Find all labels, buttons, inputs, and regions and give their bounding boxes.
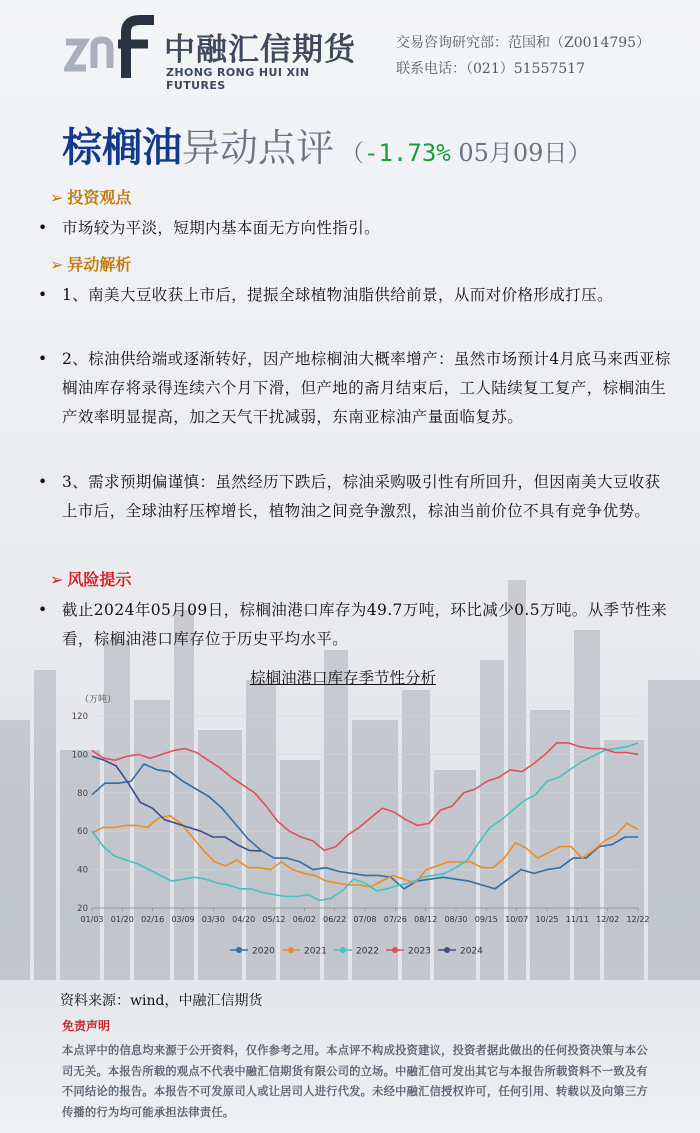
page-title xyxy=(62,116,700,171)
arrow-right-icon: ➢ xyxy=(50,188,64,207)
legend-label-2024: 2024 xyxy=(460,946,483,957)
bullet-icon: • xyxy=(38,473,48,491)
legend-marker-2020 xyxy=(236,947,242,953)
x-tick-label: 11/11 xyxy=(565,915,589,924)
title-date: 05月09日 xyxy=(458,139,568,167)
series-line-2020 xyxy=(92,764,638,889)
x-tick-label: 06/02 xyxy=(292,915,316,924)
title-close-paren: ） xyxy=(567,139,592,167)
bullet-icon: • xyxy=(38,286,48,304)
legend-label-2022: 2022 xyxy=(356,946,379,957)
analysis-item-1: • 1、南美大豆收获上市后，提振全球植物油脂供给前景，从而对价格形成打压。 xyxy=(50,281,672,310)
x-tick-label: 07/26 xyxy=(383,915,407,924)
x-tick-label: 01/03 xyxy=(80,915,104,924)
section-analysis-heading: ➢ 异动解析 xyxy=(50,255,132,274)
title-main: 棕榈油 xyxy=(62,124,182,171)
legend-label-2020: 2020 xyxy=(252,946,275,957)
y-tick-label: 60 xyxy=(77,827,88,838)
series-line-2024 xyxy=(92,756,261,851)
view-text: • 市场较为平淡，短期内基本面无方向性指引。 xyxy=(50,214,672,243)
x-tick-label: 12/22 xyxy=(626,915,650,924)
bullet-icon: • xyxy=(38,219,48,237)
company-logo xyxy=(64,14,364,92)
disclaimer-text: 本点评中的信息均来源于公开资料，仅作参考之用。本点评不构成投资建议，投资者据此做出的任何投资决策与本公司无关。本报告所载的观点不代表中融汇信期货有限公司的立场。中融汇信可发出其它与本报告所载资料不一致及有不同结论的报告。本报告不可发原司人或让居司人进行代发。未经中融汇信授权许可，任何引用、转载以及向第三方传播的行为均可能承担法律责任。 xyxy=(62,1043,648,1119)
legend-marker-2023 xyxy=(392,947,398,953)
header xyxy=(0,0,700,90)
analysis-item-3: • 3、需求预期偏谨慎：虽然经历下跌后，棕油采购吸引性有所回升，但因南美大豆收获上市后，全球油籽压榨增长，植物油之间竞争激烈，棕油当前价位不具有竞争优势。 xyxy=(50,468,672,526)
y-tick-label: 40 xyxy=(77,865,88,876)
x-tick-label: 10/07 xyxy=(505,915,529,924)
x-tick-label: 08/12 xyxy=(414,915,438,924)
x-tick-label: 01/20 xyxy=(110,915,134,924)
x-tick-label: 03/09 xyxy=(171,915,195,924)
contact-analyst: 交易咨询研究部：范国和（Z0014795） xyxy=(396,35,651,51)
contact-info xyxy=(396,30,650,82)
x-tick-label: 02/16 xyxy=(141,915,165,924)
x-tick-label: 05/12 xyxy=(262,915,286,924)
logo-text-en: ZHONG RONG HUI XIN FUTURES xyxy=(166,66,310,92)
bullet-icon: • xyxy=(38,350,48,368)
y-tick-label: 120 xyxy=(71,712,88,722)
x-tick-label: 10/25 xyxy=(535,915,559,924)
risk-text: • 截止2024年05月09日，棕榈油港口库存为49.7万吨，环比减少0.5万吨。从季节性来看，棕榈油港口库存位于历史平均水平。 xyxy=(50,596,672,654)
x-tick-label: 03/30 xyxy=(201,915,225,924)
series-line-2021 xyxy=(92,816,638,887)
price-change: -1.73% xyxy=(364,139,451,167)
chart-title: 棕榈油港口库存季节性分析 xyxy=(250,669,437,687)
analysis-item-2: • 2、棕油供给端或逐渐转好，因产地棕榈油大概率增产：虽然市场预计4月底马来西亚棕榈油库存将录得连续六个月下滑，但产地的斋月结束后，工人陆续复工复产，棕榈油生产效率明显提高，加之天气干扰减弱，东南亚棕油产量面临复苏。 xyxy=(50,345,672,432)
x-tick-label: 06/22 xyxy=(323,915,347,924)
arrow-right-icon: ➢ xyxy=(50,570,64,589)
bullet-icon: • xyxy=(38,601,48,619)
title-open-paren: （ xyxy=(340,139,365,167)
y-axis-label: （万吨） xyxy=(80,695,117,705)
x-tick-label: 04/20 xyxy=(232,915,256,924)
logo-text-cn: 中融汇信期货 xyxy=(164,32,356,68)
legend-marker-2024 xyxy=(444,947,450,953)
logo-mark-icon xyxy=(64,14,160,80)
x-tick-label: 08/30 xyxy=(444,915,468,924)
series-line-2023 xyxy=(92,743,638,851)
legend-label-2023: 2023 xyxy=(408,946,431,957)
section-view-heading: ➢ 投资观点 xyxy=(50,188,132,207)
title-sub: 异动点评 xyxy=(182,126,335,170)
x-tick-label: 12/02 xyxy=(596,915,620,924)
y-tick-label: 80 xyxy=(77,788,88,799)
disclaimer-title: 免责声明 xyxy=(62,1019,111,1033)
inventory-seasonal-chart xyxy=(70,688,650,978)
data-source: 资料来源：wind，中融汇信期货 xyxy=(60,993,263,1009)
arrow-right-icon: ➢ xyxy=(50,255,64,274)
legend-label-2021: 2021 xyxy=(304,946,327,957)
legend-marker-2022 xyxy=(340,947,346,953)
x-tick-label: 09/15 xyxy=(474,915,498,924)
x-tick-label: 07/08 xyxy=(353,915,377,924)
y-tick-label: 100 xyxy=(71,750,88,761)
section-risk-heading: ➢ 风险提示 xyxy=(50,570,132,589)
y-tick-label: 20 xyxy=(77,904,88,914)
legend-marker-2021 xyxy=(288,947,294,953)
contact-phone: 联系电话：（021）51557517 xyxy=(396,61,585,77)
